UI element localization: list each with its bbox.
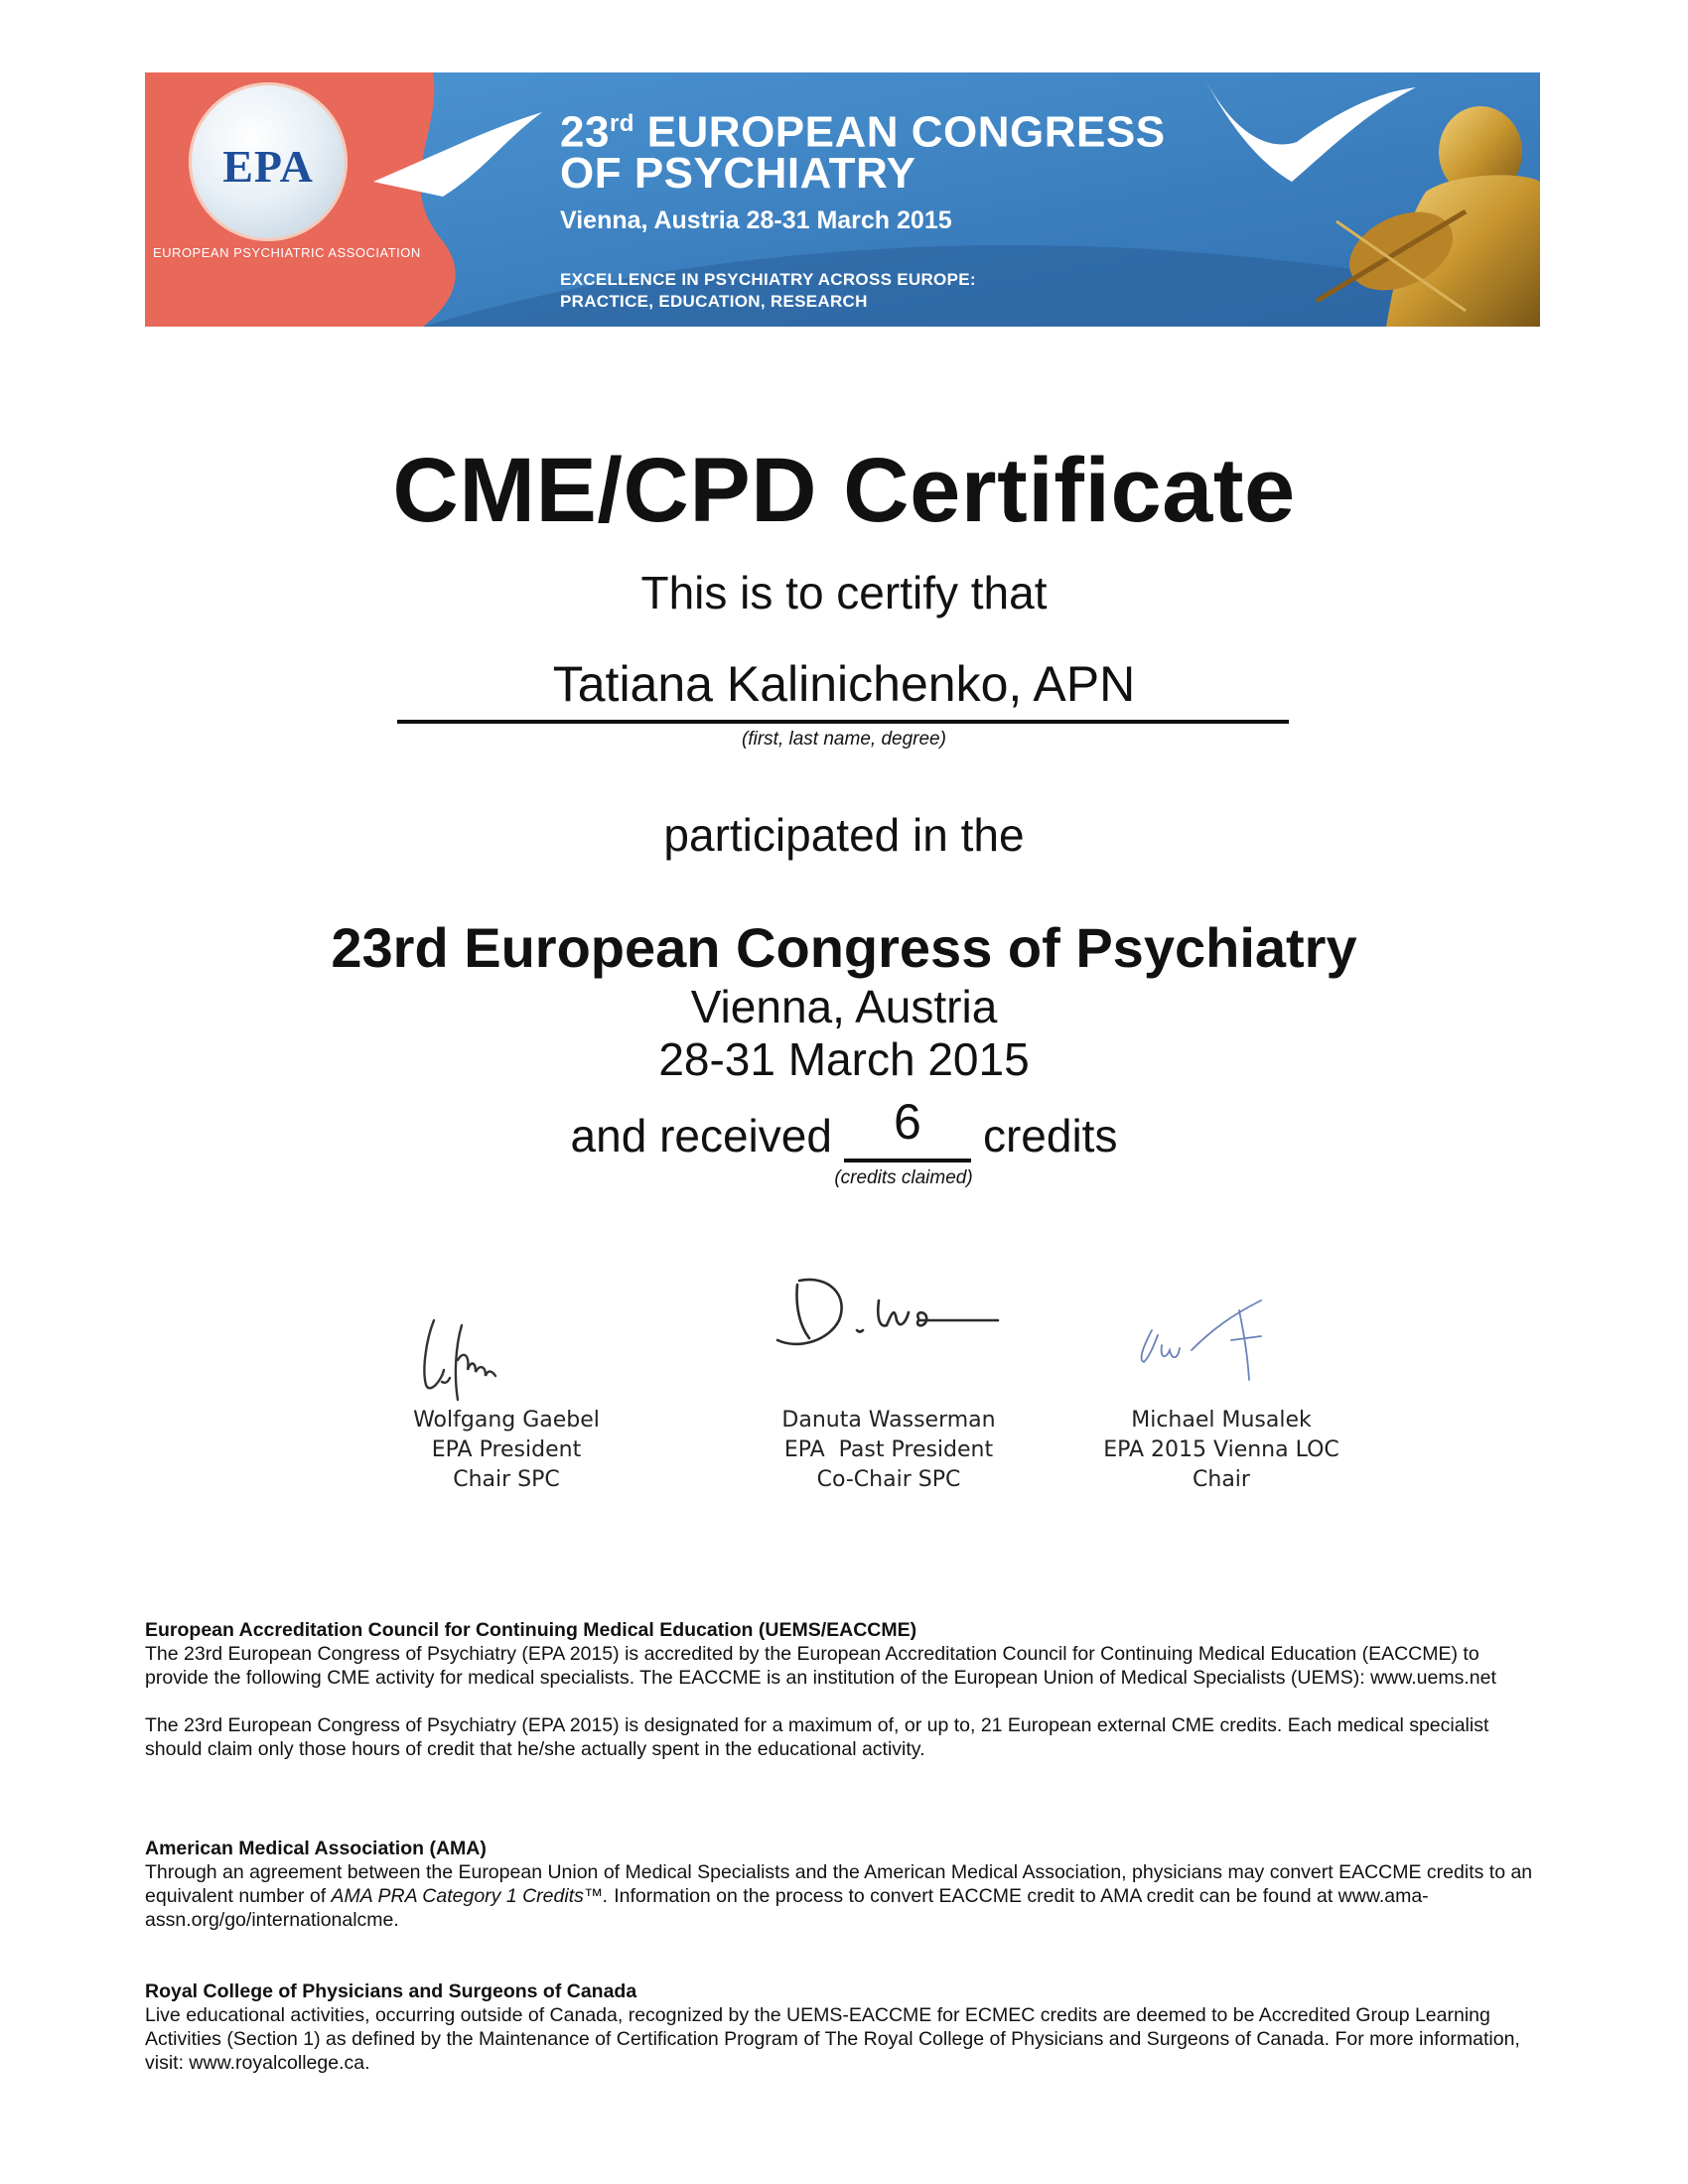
uems-heading: European Accreditation Council for Continuing Medical Education (UEMS/EACCME): [145, 1619, 917, 1641]
certificate-title: CME/CPD Certificate: [392, 440, 1296, 541]
signature-gaebel: [412, 1300, 541, 1410]
uems-para2: The 23rd European Congress of Psychiatry (EPA 2015) is designated for a maximum of, or up to, 21 European external CME credits. Each medical specialist should claim only those hours of credit that he/she actually spent in the educational activity.: [145, 1714, 1489, 1760]
signature-musalek: [1122, 1291, 1311, 1390]
participant-name: Tatiana Kalinichenko, APN: [552, 656, 1136, 712]
banner-motto: EXCELLENCE IN PSYCHIATRY ACROSS EUROPE: PRACTICE, EDUCATION, RESEARCH: [560, 270, 976, 311]
ama-heading: American Medical Association (AMA): [145, 1838, 487, 1859]
banner-location-date: Vienna, Austria 28-31 March 2015: [560, 206, 952, 234]
org-name: EUROPEAN PSYCHIATRIC ASSOCIATION: [153, 245, 421, 260]
epa-logo: EPA: [189, 82, 348, 241]
certify-text: This is to certify that: [640, 567, 1048, 618]
signer-gaebel: Wolfgang Gaebel EPA President Chair SPC: [413, 1408, 600, 1492]
signature-wasserman: [770, 1271, 1008, 1370]
name-hint: (first, last name, degree): [742, 729, 946, 750]
banner-title-line1: 23rd EUROPEAN CONGRESS: [560, 107, 1166, 157]
banner-title-line2: OF PSYCHIATRY: [560, 149, 916, 198]
uems-accreditation: [145, 1618, 1545, 1761]
rcpsc-heading: Royal College of Physicians and Surgeons of Canada: [145, 1980, 637, 2002]
credits-row: [0, 1094, 1688, 1168]
rcpsc-accreditation: [145, 1979, 1545, 2075]
received-prefix: and received: [570, 1110, 832, 1161]
congress-banner: [145, 72, 1540, 327]
ama-accreditation: [145, 1837, 1545, 1932]
ama-text: Through an agreement between the European Union of Medical Specialists and the American Medical Association, physicians may convert EACCME credits to an equivalent number of AMA PRA Category 1 Credits™. Information on the process to convert EACCME credit to AMA credit can be found at www.ama-assn.org/go/internationalcme.: [145, 1861, 1533, 1931]
credits-blank: [844, 1094, 971, 1162]
congress-dates: 28-31 March 2015: [658, 1033, 1030, 1085]
participated-text: participated in the: [663, 809, 1025, 861]
rcpsc-text: Live educational activities, occurring outside of Canada, recognized by the UEMS-EACCME for ECMEC credits are deemed to be Accredited Group Learning Activities (Section 1) as defined by the Maintenance of Certification Program of The Royal College of Physicians and Surgeons of Canada. For more information, visit: www.royalcollege.ca.: [145, 2004, 1520, 2074]
credits-hint: (credits claimed): [834, 1167, 973, 1188]
signer-musalek: Michael Musalek EPA 2015 Vienna LOC Chair: [1103, 1408, 1339, 1492]
name-underline: [397, 720, 1289, 724]
received-suffix: credits: [982, 1110, 1118, 1161]
congress-name: 23rd European Congress of Psychiatry: [331, 916, 1357, 979]
signer-wasserman: Danuta Wasserman EPA Past President Co-Chair SPC: [781, 1408, 996, 1492]
congress-city: Vienna, Austria: [690, 981, 998, 1032]
credits-value: 6: [894, 1094, 921, 1150]
uems-para1: The 23rd European Congress of Psychiatry (EPA 2015) is accredited by the European Accreditation Council for Continuing Medical Education (EACCME) to provide the following CME activity for medical specialists. The EACCME is an institution of the European Union of Medical Specialists (UEMS): www.uems.net: [145, 1643, 1496, 1689]
